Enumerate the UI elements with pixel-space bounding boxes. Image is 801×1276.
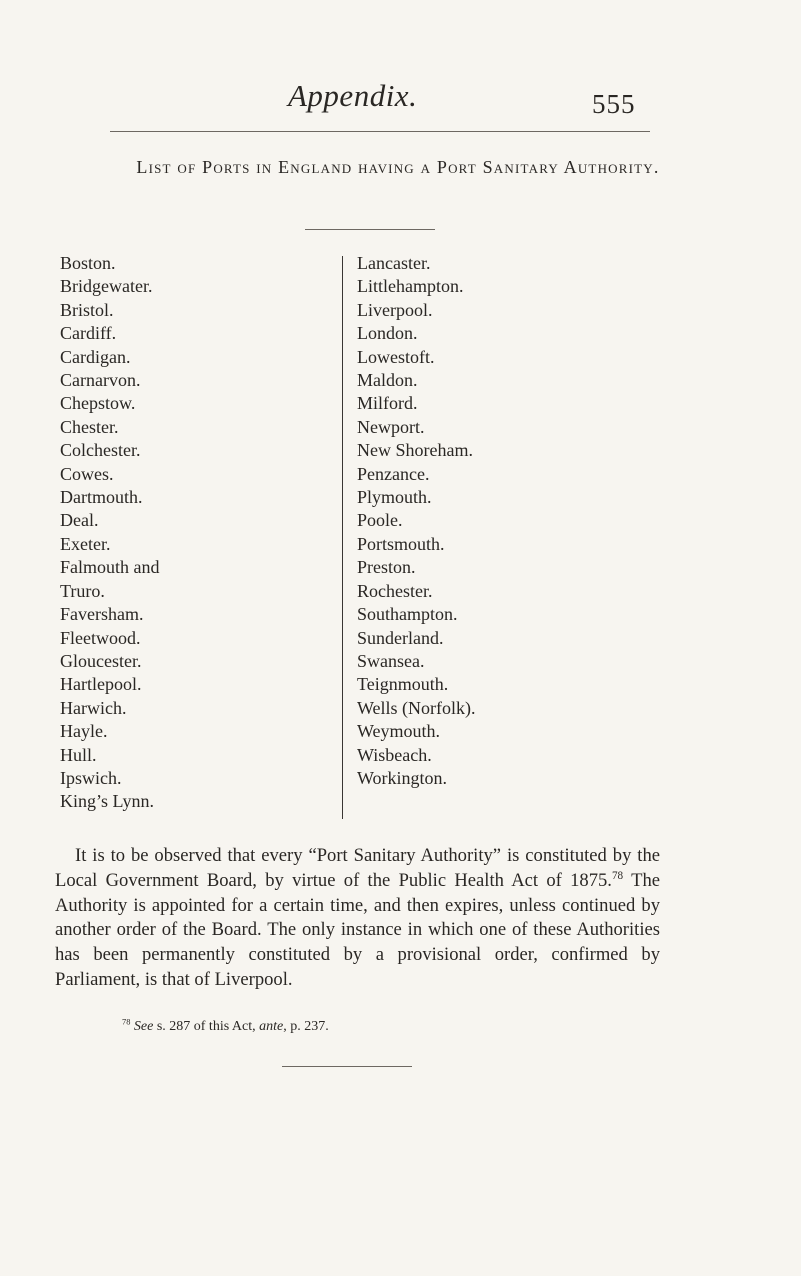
- port-name: Sunderland.: [357, 627, 444, 648]
- port-name: New Shoreham.: [357, 440, 473, 461]
- footnote-ref: 78: [611, 869, 624, 882]
- port-name: Portsmouth.: [357, 533, 445, 554]
- port-name: Milford.: [357, 393, 418, 414]
- column-divider: [342, 256, 343, 819]
- port-name: Ipswich.: [60, 767, 122, 788]
- port-name: Littlehampton.: [357, 276, 464, 297]
- port-name: Falmouth and: [60, 557, 160, 578]
- port-name: Newport.: [357, 416, 425, 437]
- list-title: List of Ports in England having a Port Sanitary Authority.: [136, 157, 660, 177]
- port-name: Teignmouth.: [357, 674, 449, 695]
- footnote-text-end: , p. 237.: [283, 1019, 329, 1034]
- port-name: Carnarvon.: [60, 370, 141, 391]
- port-name: King’s Lynn.: [60, 791, 155, 812]
- port-name: Chepstow.: [60, 393, 136, 414]
- ports-list-right: [357, 252, 657, 790]
- port-name: Hull.: [60, 744, 97, 765]
- port-name: Colchester.: [60, 440, 141, 461]
- port-name: Hayle.: [60, 721, 108, 742]
- port-name: Lancaster.: [357, 253, 431, 273]
- port-name: Fleetwood.: [60, 627, 141, 648]
- title-rule: [305, 229, 435, 230]
- port-name: Hartlepool.: [60, 674, 142, 695]
- port-name: Liverpool.: [357, 299, 433, 320]
- header-rule: [110, 131, 650, 132]
- port-name: Cardiff.: [60, 323, 117, 344]
- footnote-text-mid: s. 287 of this Act,: [153, 1019, 260, 1034]
- port-name: Penzance.: [357, 463, 430, 484]
- footnote-see: See: [133, 1019, 154, 1034]
- port-name: Swansea.: [357, 650, 425, 671]
- port-name: Bristol.: [60, 299, 114, 320]
- port-name: Wisbeach.: [357, 744, 432, 765]
- port-name: Cardigan.: [60, 346, 131, 367]
- port-name: Harwich.: [60, 697, 127, 718]
- port-name: Wells (Norfolk).: [357, 697, 476, 718]
- port-name: Poole.: [357, 510, 403, 531]
- port-name: Plymouth.: [357, 487, 432, 508]
- port-name: Cowes.: [60, 463, 114, 484]
- footnote-number: 78: [122, 1017, 131, 1027]
- footnote-rule: [282, 1066, 412, 1067]
- body-text-start: It is to be observed that every “Port Sanitary Authority” is constituted by the Local Government Board, by virtue of the Public Health Act of 1875.: [55, 845, 660, 891]
- port-name: Deal.: [60, 510, 99, 531]
- port-name: Lowestoft.: [357, 346, 435, 367]
- footnote: [122, 1018, 682, 1036]
- port-name: Chester.: [60, 416, 119, 437]
- port-name: Gloucester.: [60, 650, 142, 671]
- port-name: Truro.: [60, 580, 105, 601]
- footnote-ante: ante: [259, 1019, 284, 1034]
- port-name: Exeter.: [60, 533, 111, 554]
- page-number: 555: [592, 89, 636, 119]
- port-name: Rochester.: [357, 580, 433, 601]
- running-head: [0, 78, 801, 128]
- port-name: London.: [357, 323, 418, 344]
- ports-list-left: [60, 252, 320, 814]
- port-name: Faversham.: [60, 604, 144, 625]
- port-name: Southampton.: [357, 604, 458, 625]
- port-name: Maldon.: [357, 370, 418, 391]
- port-name: Dartmouth.: [60, 487, 143, 508]
- port-name: Bridgewater.: [60, 276, 153, 297]
- port-name: Workington.: [357, 767, 448, 788]
- body-text-end: The Authority is appointed for a certain time, and then expires, unless continued by another order of the Board. The only instance in which one of these Authorities has been permanently constituted by a provisional order, confirmed by Parliament, is that of Liverpool.: [55, 869, 660, 990]
- running-title: Appendix.: [288, 78, 418, 113]
- body-paragraph: [55, 844, 660, 993]
- port-name: Weymouth.: [357, 721, 441, 742]
- port-name: Boston.: [60, 253, 116, 273]
- port-name: Preston.: [357, 557, 416, 578]
